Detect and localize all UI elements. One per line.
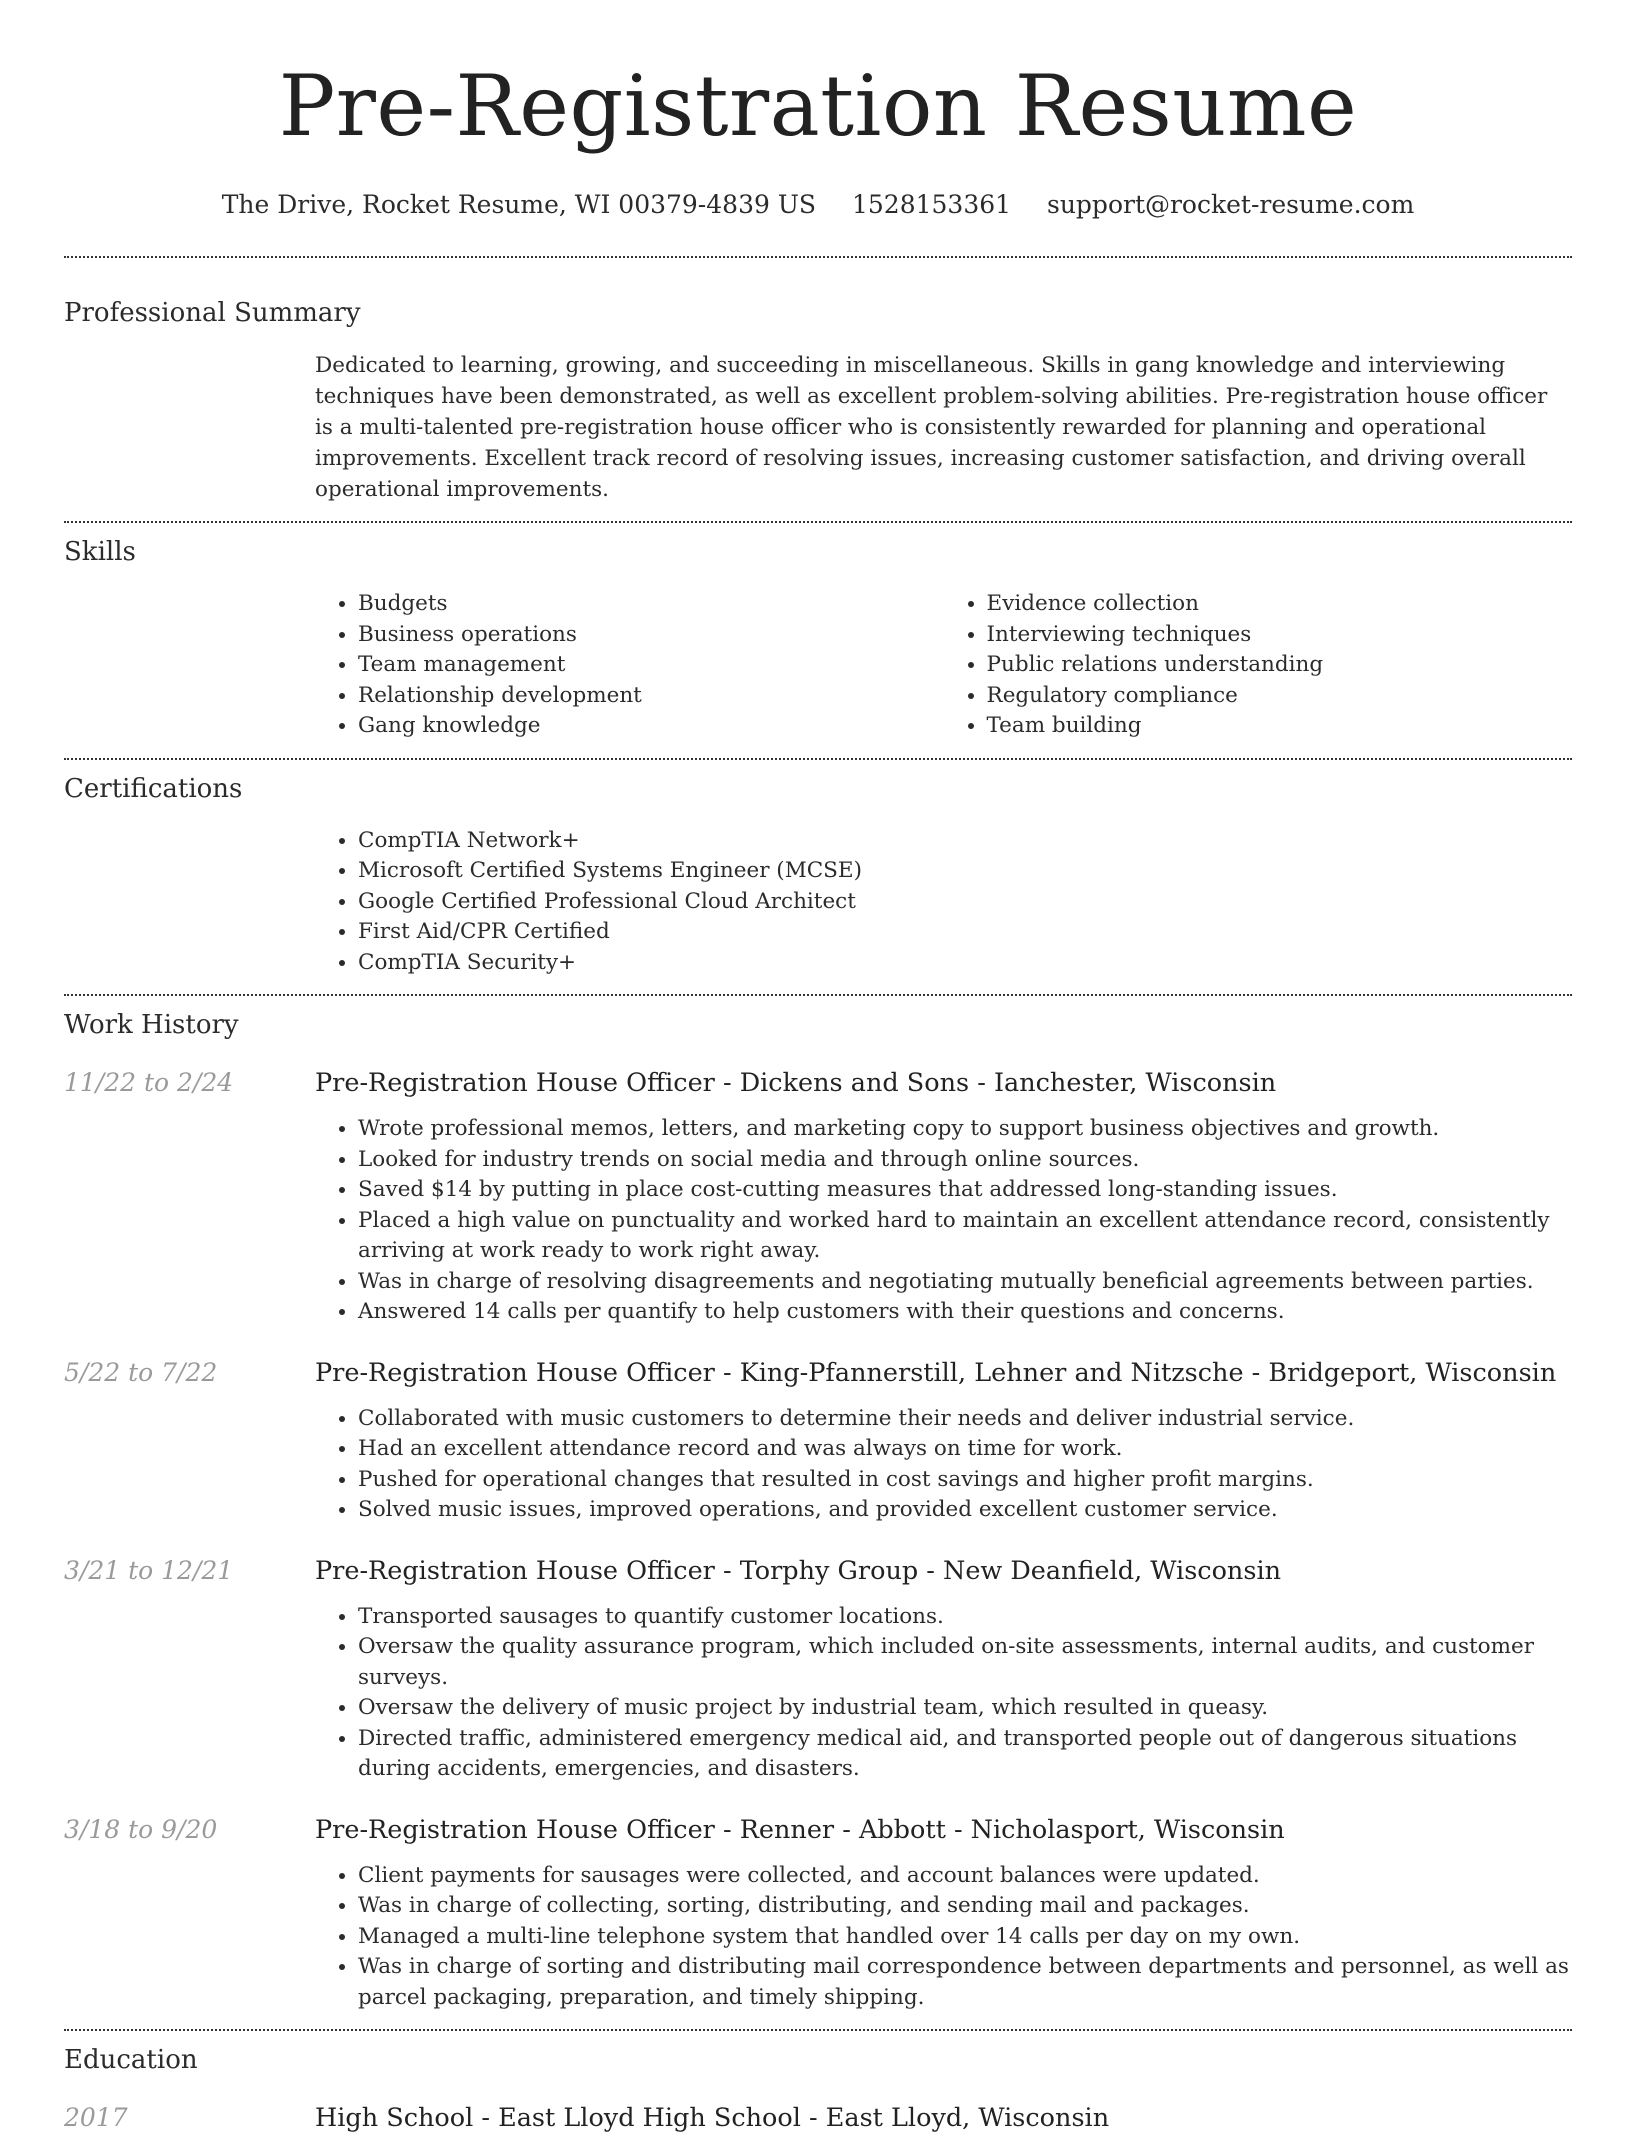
certification-item: • CompTIA Security+	[358, 948, 1572, 979]
skill-item: • Team management	[358, 650, 944, 681]
certifications-list	[315, 826, 1572, 979]
skill-item: • Budgets	[358, 589, 944, 620]
summary-heading: Professional Summary	[64, 298, 361, 328]
job-date: 5/22 to 7/22	[64, 1357, 218, 1387]
job-bullet: • Client payments for sausages were collected, and account balances were updated.	[358, 1861, 1572, 1892]
job-bullet: • Collaborated with music customers to determine their needs and deliver industrial service.	[358, 1404, 1572, 1435]
job-title: Pre-Registration House Officer - Torphy Group - New Deanfield, Wisconsin	[315, 1555, 1282, 1586]
section-divider	[64, 758, 1572, 760]
job-bullet: • Saved $14 by putting in place cost-cutting measures that addressed long-standing issues.	[358, 1175, 1572, 1206]
job-bullet: • Was in charge of resolving disagreements and negotiating mutually beneficial agreements between parties.	[358, 1267, 1572, 1298]
contact-phone: 1528153361	[851, 190, 1012, 219]
job-bullet: • Placed a high value on punctuality and worked hard to maintain an excellent attendance record, consistently arriving at work ready to work right away.	[358, 1206, 1572, 1267]
job-bullets	[315, 1861, 1572, 2014]
skill-item: • Interviewing techniques	[987, 620, 1573, 651]
education-entry	[64, 2101, 1572, 2135]
job-bullets	[315, 1404, 1572, 1526]
work-history-heading: Work History	[64, 1010, 239, 1040]
job-date: 3/18 to 9/20	[64, 1814, 218, 1844]
skills-heading: Skills	[64, 537, 136, 567]
job-bullet: • Wrote professional memos, letters, and marketing copy to support business objectives and growth.	[358, 1114, 1572, 1145]
contact-address: The Drive, Rocket Resume, WI 00379-4839 US	[221, 190, 817, 219]
job-bullet: • Solved music issues, improved operations, and provided excellent customer service.	[358, 1495, 1572, 1526]
certification-item: • CompTIA Network+	[358, 826, 1572, 857]
resume-page	[64, 0, 1572, 2135]
job-bullet: • Pushed for operational changes that resulted in cost savings and higher profit margins.	[358, 1465, 1572, 1496]
education-section	[64, 2043, 1572, 2135]
skill-item: • Public relations understanding	[987, 650, 1573, 681]
job-bullet: • Was in charge of collecting, sorting, distributing, and sending mail and packages.	[358, 1891, 1572, 1922]
section-divider	[64, 256, 1572, 258]
skills-section	[64, 535, 1572, 742]
job-bullet: • Answered 14 calls per quantify to help customers with their questions and concerns.	[358, 1297, 1572, 1328]
certifications-section	[64, 772, 1572, 979]
job-bullet: • Managed a multi-line telephone system that handled over 14 calls per day on my own.	[358, 1922, 1572, 1953]
certifications-heading: Certifications	[64, 773, 243, 804]
job-bullet: • Transported sausages to quantify customer locations.	[358, 1602, 1572, 1633]
job-entry	[64, 1554, 1572, 1785]
job-bullets	[315, 1602, 1572, 1785]
skill-item: • Business operations	[358, 620, 944, 651]
certification-item: • First Aid/CPR Certified	[358, 917, 1572, 948]
contact-line	[64, 188, 1572, 222]
job-date: 11/22 to 2/24	[64, 1068, 234, 1097]
job-bullet: • Looked for industry trends on social media and through online sources.	[358, 1145, 1572, 1176]
skill-item: • Relationship development	[358, 681, 944, 712]
skills-list-left	[315, 589, 944, 742]
skill-item: • Team building	[987, 711, 1573, 742]
education-heading: Education	[64, 2045, 198, 2075]
job-bullet: • Was in charge of sorting and distributing mail correspondence between departments and personnel, as well as parcel packaging, preparation, and timely shipping.	[358, 1952, 1572, 2013]
job-entry	[64, 1356, 1572, 1526]
job-entry	[64, 1066, 1572, 1328]
education-date: 2017	[64, 2103, 128, 2132]
work-history-section	[64, 1008, 1572, 2013]
section-divider	[64, 994, 1572, 996]
job-bullet: • Oversaw the delivery of music project by industrial team, which resulted in queasy.	[358, 1693, 1572, 1724]
section-divider	[64, 2029, 1572, 2031]
skill-item: • Regulatory compliance	[987, 681, 1573, 712]
education-title: High School - East Lloyd High School - East Lloyd, Wisconsin	[315, 2103, 1110, 2133]
section-divider	[64, 521, 1572, 523]
skill-item: • Gang knowledge	[358, 711, 944, 742]
job-title: Pre-Registration House Officer - Renner - Abbott - Nicholasport, Wisconsin	[315, 1814, 1285, 1845]
skill-item: • Evidence collection	[987, 589, 1573, 620]
job-entry	[64, 1813, 1572, 2014]
job-bullet: • Directed traffic, administered emergency medical aid, and transported people out of dangerous situations during accidents, emergencies, and disasters.	[358, 1724, 1572, 1785]
job-title: Pre-Registration House Officer - King-Pfannerstill, Lehner and Nitzsche - Bridgeport, Wisconsin	[315, 1357, 1557, 1388]
summary-text: Dedicated to learning, growing, and succeeding in miscellaneous. Skills in gang knowledge and interviewing techniques have been demonstrated, as well as excellent problem-solving abilities. Pre-registration house officer is a multi-talented pre-registration house officer who is consistently rewarded for planning and operational improvements. Excellent track record of resolving issues, increasing customer satisfaction, and driving overall operational improvements.	[315, 353, 1548, 502]
job-bullet: • Oversaw the quality assurance program, which included on-site assessments, internal audits, and customer surveys.	[358, 1632, 1572, 1693]
resume-name: Pre-Registration Resume	[278, 57, 1358, 155]
contact-email: support@rocket-resume.com	[1047, 190, 1415, 219]
job-title: Pre-Registration House Officer - Dickens and Sons - Ianchester, Wisconsin	[315, 1068, 1277, 1098]
certification-item: • Google Certified Professional Cloud Architect	[358, 887, 1572, 918]
job-bullets	[315, 1114, 1572, 1328]
job-date: 3/21 to 12/21	[64, 1555, 234, 1585]
summary-section	[64, 296, 1572, 505]
job-bullet: • Had an excellent attendance record and was always on time for work.	[358, 1434, 1572, 1465]
certification-item: • Microsoft Certified Systems Engineer (MCSE)	[358, 856, 1572, 887]
skills-list-right	[944, 589, 1573, 742]
